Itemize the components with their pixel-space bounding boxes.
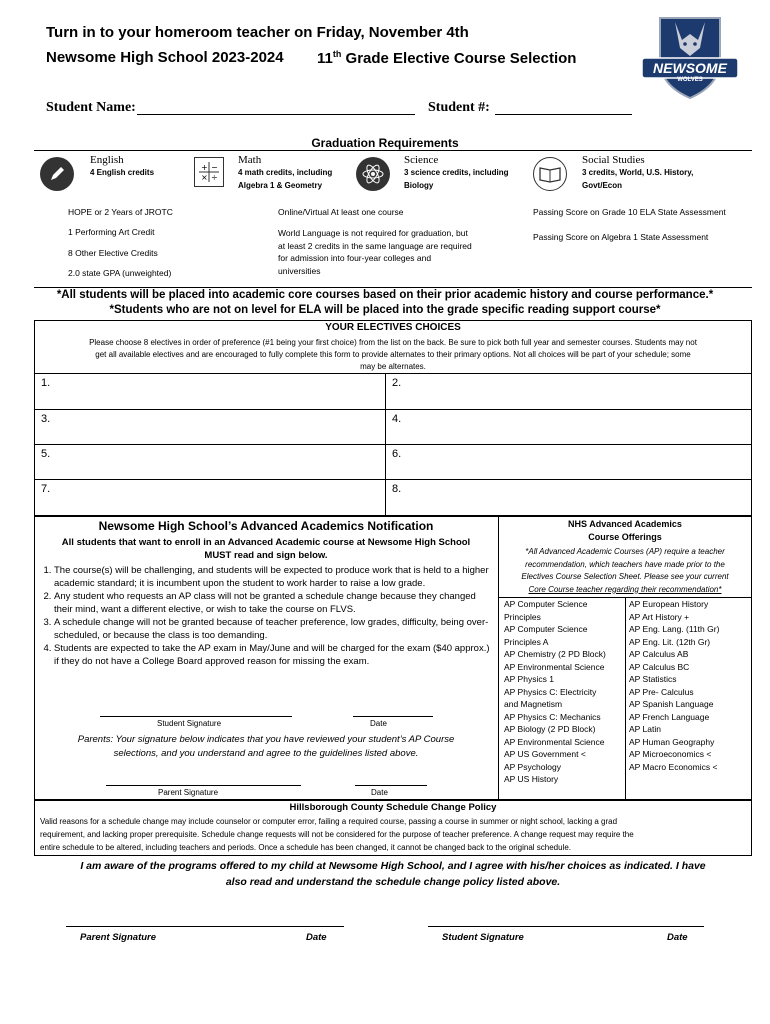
nhs-course: AP European History (629, 599, 709, 609)
advanced-intro: All students that want to enroll in an Advanced Academic course at Newsome High School MUST read and sign below. (61, 537, 471, 561)
grad-title: Graduation Requirements (311, 136, 459, 150)
notice-line-2: *Students who are not on level for ELA will be placed into the grade specific reading support course* (109, 304, 661, 316)
science-desc-1: 3 science credits, including (404, 168, 509, 177)
nhs-course: AP Biology (2 PD Block) (504, 724, 596, 734)
page-title: 11th Grade Elective Course Selection (317, 49, 577, 67)
final-student-signature-label: Student Signature (442, 932, 524, 943)
nhs-title: NHS Advanced Academics Course Offerings (568, 519, 682, 542)
final-parent-signature-label: Parent Signature (80, 932, 157, 943)
nhs-note: *All Advanced Academic Courses (AP) require a teacher recommendation, which teachers have made prior to the Electives Course Selection Sheet. Please see your current Core Course teacher regarding their recommendation* (521, 547, 729, 594)
elective-slot-2[interactable]: 2. (392, 377, 402, 389)
grad-req-online: Online/Virtual At least one course (278, 207, 404, 217)
advanced-rule: 4. Students are expected to take the AP exam in May/June and will be charged for the exam ($40 approx.) if they do not have a College Board approved reason for missing the exam. (54, 642, 496, 668)
pencil-icon (40, 157, 74, 191)
advanced-rule: 1. The course(s) will be challenging, and students will be expected to produce work that is held to a higher academic standard; it is incumbent upon the student to work harder to raise a low grade. (54, 564, 496, 590)
svg-text:−: − (211, 163, 218, 172)
elective-slot-8[interactable]: 8. (392, 483, 402, 495)
nhs-course: AP Eng. Lit. (12th Gr) (629, 636, 711, 647)
school-logo: NEWSOME WOLVES (640, 10, 740, 100)
nhs-course: AP Microeconomics < (629, 749, 712, 759)
nhs-course: AP Human Geography (629, 736, 715, 747)
grad-req-language: World Language is not required for graduation, but at least 2 credits in the same language are required for admission into four-year colleges and universities (278, 228, 472, 276)
book-icon (533, 157, 567, 191)
student-name-label: Student Name: (46, 100, 136, 115)
final-parent-signature-field[interactable] (66, 926, 344, 927)
student-number-field[interactable] (495, 114, 632, 115)
elective-slot-1[interactable]: 1. (41, 377, 51, 389)
nhs-course: AP Spanish Language (629, 699, 714, 709)
student-signature-label: Student Signature (157, 719, 222, 728)
svg-text:÷: ÷ (211, 173, 218, 182)
nhs-course: AP Chemistry (2 PD Block) (504, 649, 606, 659)
english-desc: 4 English credits (90, 168, 155, 177)
final-student-signature-field[interactable] (428, 926, 704, 927)
science-desc-2: Biology (404, 181, 434, 190)
math-title: Math (238, 154, 262, 166)
nhs-course: AP Environmental Science (504, 736, 605, 747)
elective-slot-4[interactable]: 4. (392, 413, 402, 425)
electives-title: YOUR ELECTIVES CHOICES (325, 322, 461, 333)
atom-icon (356, 157, 390, 191)
nhs-course: AP Macro Economics < (629, 761, 718, 772)
nhs-course: Principles A (504, 636, 549, 647)
advanced-title: Newsome High School’s Advanced Academics Notification (98, 519, 434, 533)
nhs-course: AP Statistics (629, 674, 677, 684)
grad-req-item: 8 Other Elective Credits (68, 248, 158, 258)
nhs-course: AP Calculus AB (629, 649, 689, 659)
parent-date-field[interactable] (355, 785, 427, 786)
date-label: Date (371, 788, 388, 797)
nhs-course: Principles (504, 611, 541, 622)
grad-req-ela: Passing Score on Grade 10 ELA State Assessment (533, 207, 726, 217)
grad-req-algebra: Passing Score on Algebra 1 State Assessment (533, 232, 709, 242)
nhs-course: AP US Government < (504, 749, 586, 759)
nhs-course-list-right (629, 598, 719, 773)
nhs-course: AP Physics C: Mechanics (504, 711, 601, 722)
nhs-course: AP Pre- Calculus (629, 686, 694, 697)
nhs-course: AP French Language (629, 711, 710, 722)
electives-instructions: Please choose 8 electives in order of preference (#1 being your first choice) from the list on the back. Be sure to pick both full year and semester courses. Students may not get all available electives and are encouraged to fully complete this form to provide alternates to their primary options. Not all choices will be part of your schedule; some may be alternates. (89, 338, 697, 371)
final-parent-date-label: Date (306, 932, 327, 943)
elective-slot-7[interactable]: 7. (41, 483, 51, 495)
nhs-course: AP US History (504, 774, 559, 784)
advanced-rule: 2. Any student who requests an AP class will not be granted a schedule change because they changed their mind, want a different elective, or wish to take the course on FLVS. (54, 590, 496, 616)
header-line1: Turn in to your homeroom teacher on Friday, November 4th (46, 24, 469, 41)
social-desc-1: 3 credits, World, U.S. History, (582, 168, 694, 177)
student-number-label: Student #: (428, 100, 490, 115)
final-student-date-label: Date (667, 932, 688, 943)
nhs-course: and Magnetism (504, 699, 563, 709)
grad-req-item: 1 Performing Art Credit (68, 227, 155, 237)
grad-req-item: 2.0 state GPA (unweighted) (68, 268, 172, 278)
policy-text: Valid reasons for a schedule change may include counselor or computer error, failing a required course, passing a course in summer or night school, lacking a grad requirement, and lacking proper prerequisite. Schedule change requests will not be considered for the purpose of teacher preference. A change request may require the entire schedule to be altered, including teachers and periods. Once a schedule has been changed, it cannot be changed back to the original schedule. (40, 817, 634, 852)
science-title: Science (404, 154, 439, 166)
advanced-rule: 3. A schedule change will not be granted because of teacher preference, low grades, difficulty, being over-scheduled, or because the class is too demanding. (54, 616, 496, 642)
nhs-course: AP Computer Science (504, 624, 588, 634)
social-desc-2: Govt/Econ (582, 181, 623, 190)
date-label: Date (370, 719, 387, 728)
nhs-course: AP Latin (629, 724, 661, 734)
policy-title: Hillsborough County Schedule Change Policy (289, 802, 497, 813)
elective-slot-6[interactable]: 6. (392, 448, 402, 460)
english-title: English (90, 154, 124, 166)
math-desc-2: Algebra 1 & Geometry (238, 181, 323, 190)
nhs-course: AP Physics C: Electricity (504, 686, 597, 697)
grad-req-item: HOPE or 2 Years of JROTC (68, 207, 173, 217)
notice-line-1: *All students will be placed into academic core courses based on their prior academic history and course performance.* (56, 289, 714, 301)
parent-signature-field[interactable] (106, 785, 301, 786)
student-date-field[interactable] (353, 716, 433, 717)
nhs-course: AP Physics 1 (504, 674, 554, 684)
social-title: Social Studies (582, 154, 645, 166)
parent-signature-label: Parent Signature (158, 788, 219, 797)
nhs-course: AP Art History + (629, 611, 690, 622)
svg-text:+: + (201, 163, 208, 172)
svg-text:×: × (201, 173, 208, 182)
elective-slot-5[interactable]: 5. (41, 448, 51, 460)
math-desc-1: 4 math credits, including (238, 168, 333, 177)
nhs-course-list-left (504, 598, 606, 786)
nhs-course: AP Computer Science (504, 599, 588, 609)
student-signature-field[interactable] (100, 716, 292, 717)
elective-slot-3[interactable]: 3. (41, 413, 51, 425)
advanced-rules (40, 564, 496, 668)
nhs-course: AP Calculus BC (629, 661, 690, 672)
agreement-text: I am aware of the programs offered to my child at Newsome High School, and I agree with his/her choices as indicated. I have also read and understand the schedule change policy listed above. (80, 860, 706, 888)
parent-note: Parents: Your signature below indicates that you have reviewed your student’s AP Course selections, and you understand and agree to the guidelines listed above. (77, 734, 455, 759)
nhs-course: AP Environmental Science (504, 661, 605, 672)
nhs-course: AP Eng. Lang. (11th Gr) (629, 624, 720, 634)
nhs-course: AP Psychology (504, 761, 562, 772)
school-year: Newsome High School 2023-2024 (46, 49, 284, 66)
calculator-icon (194, 157, 224, 187)
student-name-field[interactable] (137, 114, 415, 115)
